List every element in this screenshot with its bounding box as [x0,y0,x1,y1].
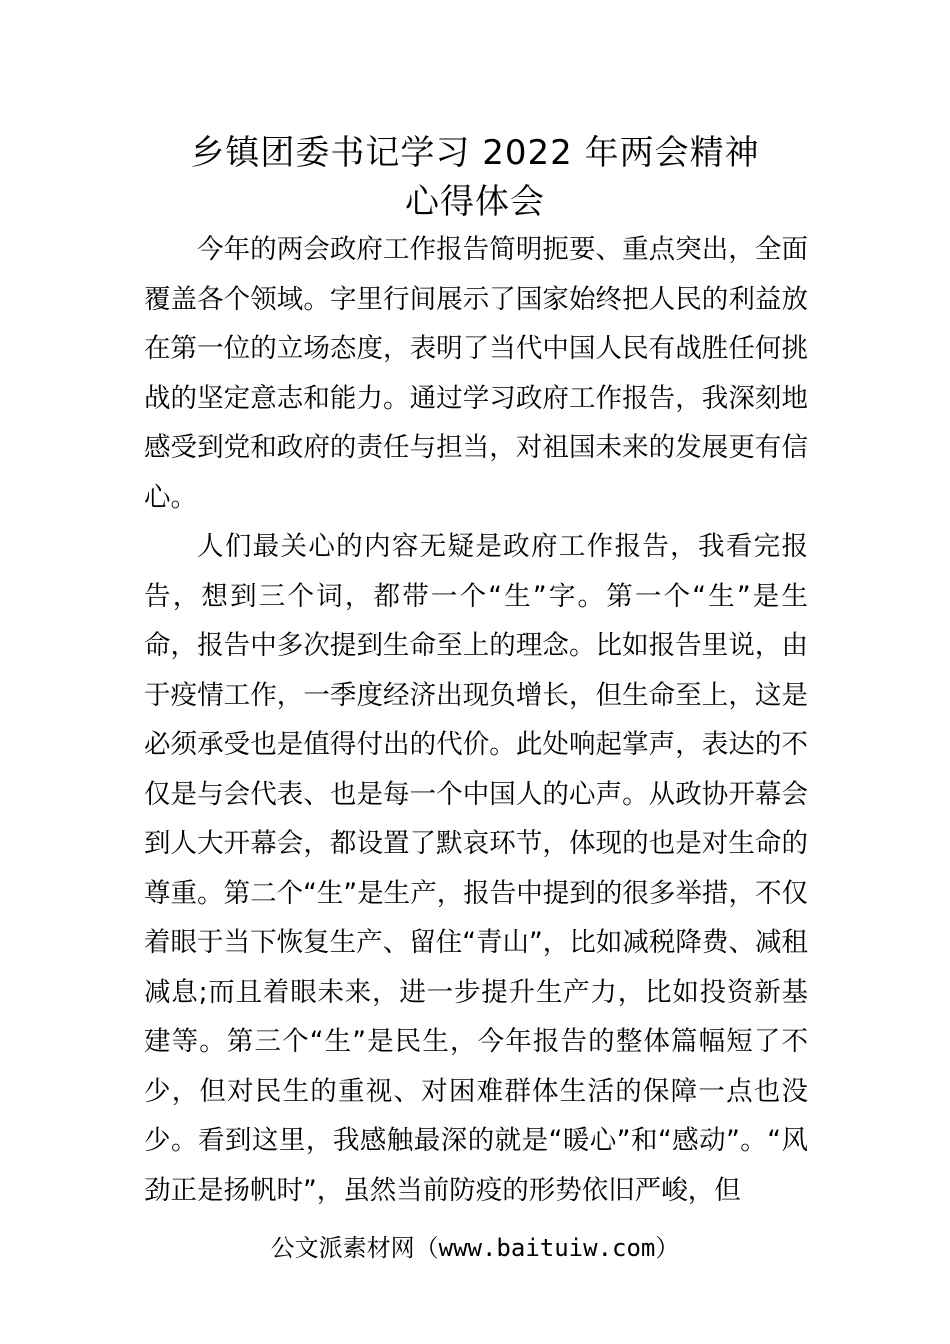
paragraph-1: 今年的两会政府工作报告简明扼要、重点突出，全面覆盖各个领域。字里行间展示了国家始终把人民的利益放在第一位的立场态度，表明了当代中国人民有战胜任何挑战的坚定意志和能力。通过学习政府工作报告，我深刻地感受到党和政府的责任与担当，对祖国未来的发展更有信心。 [144,234,808,513]
footer-site-name: 公文派素材网 [270,1234,415,1262]
document-title-line-1: 乡镇团委书记学习 2022 年两会精神 [190,133,760,173]
document-title-line-2: 心得体会 [405,182,545,222]
paragraph-2: 人们最关心的内容无疑是政府工作报告，我看完报告，想到三个词，都带一个“生”字。第一个“生”是生命，报告中多次提到生命至上的理念。比如报告里说，由于疫情工作，一季度经济出现负增长，但生命至上，这是必须承受也是值得付出的代价。此处响起掌声，表达的不仅是与会代表、也是每一个中国人的心声。从政协开幕会到人大开幕会，都设置了默哀环节，体现的也是对生命的尊重。第二个“生”是生产，报告中提到的很多举措，不仅着眼于当下恢复生产、留住“青山”，比如减税降费、减租减息;而且着眼未来，进一步提升生产力，比如投资新基建等。第三个“生”是民生，今年报告的整体篇幅短了不少，但对民生的重视、对困难群体生活的保障一点也没少。看到这里，我感触最深的就是“暖心”和“感动”。“风劲正是扬帆时”，虽然当前防疫的形势依旧严峻，但 [144,531,808,1206]
footer-watermark [0,1232,950,1264]
footer-url: （www.baituiw.com） [414,1234,680,1262]
document-body [144,225,808,1215]
